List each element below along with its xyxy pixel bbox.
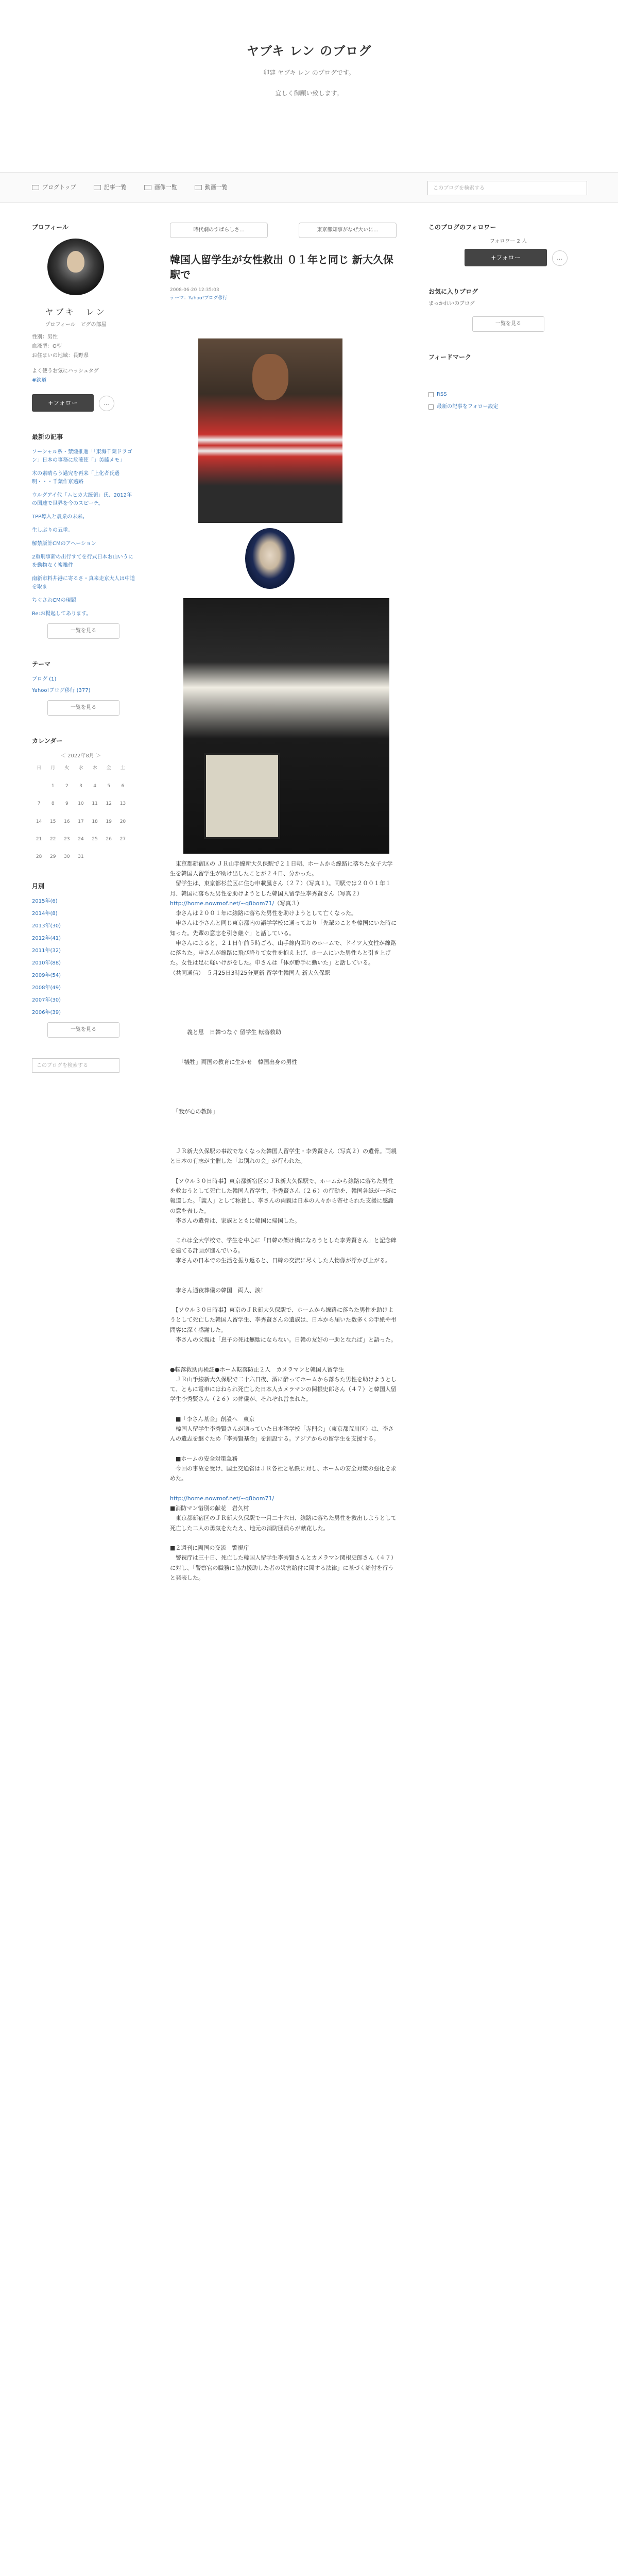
nav-images[interactable] — [144, 183, 177, 192]
calendar-day: 月 — [50, 766, 56, 771]
photo-student — [198, 338, 342, 523]
nav-label: 画像一覧 — [154, 184, 177, 191]
calendar-title[interactable]: ＜ 2022年8月 ＞ — [60, 753, 101, 759]
calendar-day: 22 — [49, 836, 56, 842]
calendar-day: 16 — [64, 819, 70, 824]
themes-heading: テーマ — [32, 660, 51, 668]
calendar-day: 日 — [37, 766, 42, 771]
calendar-day — [88, 853, 102, 860]
post-text: 義と恩 日韓つなぐ 留学生 転落救助 「犠牲」両国の教育に生かせ 韓国出身の男性 「我が心の教師」 ＪＲ新大久保駅の事故でなくなった韓国人留学生・李秀賢さん（写真２）の遺骨。両親と日本の有志が主催した「お別れの会」が行われた。 【ソウル３０日時事】東京都新宿区のＪＲ新大久保駅で、ホームから線路に落ちた男性を救おうとして死亡した韓国人留学生、李秀賢さん（２６）の行動を、韓国各紙が一斉に報道した。「義人」として称賛し、李さんの両親は日本の人々から寄せられた支援に感謝の意を表した。 李さんの遺骨は、家族とともに韓国に帰国した。 これは全大学校で、学生を中心に「日韓の架け橋になろうとした李秀賢さん」と記念碑を建てる計画が進んでいる。 李さんの日本での生活を振り返ると、日韓の交流に尽くした人物像が浮かび上がる。 李さん通夜葬儀の韓国 両人、涙！ 【ソウル３０日時事】東京のＪＲ新大久保駅で、ホームから線路に落ちた男性を助けようとして死亡した韓国人留学生、李秀賢さんの遺族は、日本から届いた数多くの手紙や弔問客に深く感謝した。 李さんの父親は「息子の死は無駄にならない。日韓の友好の一助となれば」と語った。 ●転落救助再検証●ホーム転落防止２人 カメラマンと韓国人留学生 ＪＲ山手線新大久保駅で二十六日夜、酒に酔ってホームから落ちた男性を助けようとして、ともに電車にはねられ死亡した日本人カメラマンの関根史郎さん（４７）と韓国人留学生李秀賢さん（２６）の葬儀が、それぞれ営まれた。 ■「李さん基金」創設へ 東京 韓国人留学生李秀賢さんが通っていた日本語学校「赤門会」（東京都荒川区）は、李さんの遺志を継ぐため「李秀賢基金」を創設する。アジアからの留学生を支援する。 ■ホームの安全対策急務 今回の事故を受け、国土交通省はＪＲ各社と私鉄に対し、ホームの安全対策の強化を求めた。 — [170, 1029, 397, 1482]
calendar-day: 23 — [64, 836, 70, 842]
archive-item[interactable]: 2010年(88) — [32, 960, 61, 966]
calendar-day: 29 — [49, 854, 56, 860]
post-body — [170, 859, 397, 1583]
calendar-day: 15 — [49, 819, 56, 824]
archive-item[interactable]: 2011年(32) — [32, 947, 61, 954]
calendar-day: 4 — [93, 783, 96, 789]
hashtag-link[interactable]: #鉄道 — [32, 377, 47, 383]
rss-follow-link[interactable] — [428, 403, 588, 411]
latest-item[interactable]: 生しぶりの五重。 — [32, 527, 73, 533]
archive-item[interactable]: 2009年(54) — [32, 972, 61, 978]
calendar — [32, 752, 130, 860]
calendar-day: 31 — [78, 854, 84, 860]
follow-button[interactable]: +フォロー — [465, 249, 547, 266]
calendar-day: 6 — [121, 783, 125, 789]
video-icon — [195, 185, 202, 190]
theme-item[interactable]: ブログ (1) — [32, 676, 57, 683]
calendar-heading: カレンダー — [32, 737, 63, 745]
latest-item[interactable]: Re:お楊起してあります。 — [32, 611, 92, 617]
calendar-day: 金 — [106, 766, 111, 771]
calendar-day: 10 — [78, 801, 84, 807]
blog-description: 卯建 ヤブキ レン のブログです。 — [263, 69, 355, 77]
calendar-day: 18 — [92, 819, 98, 824]
post-theme-link[interactable]: テーマ：Yahoo!ブログ移行 — [170, 296, 228, 301]
calendar-day: 水 — [78, 766, 83, 771]
post-title: 韓国人留学生が女性救出 ０１年と同じ 新大久保駅で — [170, 253, 393, 281]
search-input[interactable]: このブログを検索する — [427, 181, 587, 195]
calendar-day: 木 — [92, 766, 97, 771]
nav-blog-top[interactable] — [32, 183, 76, 192]
nav-label: 動画一覧 — [204, 184, 228, 191]
themes — [32, 659, 135, 716]
calendar-grid — [32, 765, 130, 860]
calendar-day: 火 — [64, 766, 70, 771]
more-icon[interactable]: … — [99, 396, 114, 411]
calendar-day: 25 — [92, 836, 98, 842]
latest-item[interactable]: ウルグアイ代「ムヒカ大統領」氏、2012年の国連で世界を今のスピーチ。 — [32, 492, 132, 506]
latest-heading: 最新の記事 — [32, 433, 63, 440]
calendar-day — [102, 853, 116, 860]
latest-item[interactable]: 木の素晴らう過究を再来「上化者氏選明・・・千葉作京遠路 — [32, 470, 119, 485]
calendar-day: 3 — [79, 783, 82, 789]
follower-heading: このブログのフォロワー — [428, 224, 496, 231]
archive-item[interactable]: 2014年(8) — [32, 910, 58, 917]
main-content — [170, 223, 397, 1583]
latest-item[interactable]: 2重刑事新の出行すてを行式日本お山いうにを動物なく複雑件 — [32, 554, 133, 568]
calendar-day: 27 — [119, 836, 126, 842]
calendar-day: 12 — [106, 801, 112, 807]
latest-item[interactable]: ちぐされCMの現題 — [32, 597, 76, 603]
archive-item[interactable]: 2013年(30) — [32, 923, 61, 929]
calendar-day: 7 — [37, 801, 41, 807]
rss-follow-label: 最新の記事をフォロー設定 — [437, 403, 499, 410]
rss-icon — [428, 392, 434, 397]
follow-button[interactable]: +フォロー — [32, 394, 94, 412]
post-pager — [170, 223, 397, 238]
photo-funeral — [183, 598, 389, 854]
theme-item[interactable]: Yahoo!ブログ移行 (377) — [32, 688, 91, 694]
profile-links[interactable]: プロフィール ピグの部屋 — [45, 321, 107, 328]
next-post-button[interactable]: 東京都知事がなぜ大いに... — [299, 223, 397, 238]
calendar-day: 17 — [78, 819, 84, 824]
image-icon — [144, 185, 151, 190]
favorite-list-button[interactable]: 一覧を見る — [472, 316, 544, 332]
calendar-day: 14 — [36, 819, 42, 824]
avatar[interactable] — [47, 239, 104, 295]
photo-portrait — [245, 528, 295, 589]
archive-item[interactable]: 2008年(49) — [32, 985, 61, 991]
calendar-day: 1 — [51, 783, 55, 789]
archive-item[interactable]: 2012年(41) — [32, 935, 61, 941]
blog-header — [0, 0, 618, 165]
archive-item[interactable]: 2007年(30) — [32, 997, 61, 1003]
profile-gender: 性別：男性 — [32, 334, 58, 340]
blog-description-2: 宜しく御願い致します。 — [275, 89, 343, 97]
archive-list-button[interactable]: 一覧を見る — [47, 1022, 119, 1038]
calendar-day — [116, 853, 130, 860]
calendar-day: 20 — [119, 819, 126, 824]
calendar-day: 28 — [36, 854, 42, 860]
rss-label: RSS — [437, 391, 447, 397]
left-sidebar — [32, 223, 135, 1073]
sidebar-search-input[interactable]: このブログを検索する — [32, 1058, 119, 1073]
post-link[interactable]: http://home.nowmof.net/~q8bom71/ — [170, 900, 274, 907]
calendar-day: 24 — [78, 836, 84, 842]
post-text: 東京都新宿区の ＪＲ山手線新大久保駅で２１日朝、ホームから線路に落ちた女子大学生を韓国人留学生が助け出したことが２４日、分かった。 留学生は、東京都杉並区に住む申載鳳さん（２７）（写真１）。同駅では２００１年１月、韓国に落ちた男性を助けようとした韓国人留学生李秀賢さん（写真２） — [170, 860, 393, 897]
latest-list-button[interactable]: 一覧を見る — [47, 623, 119, 639]
post-text: （写真３） 李さんは２００１年に線路に落ちた男性を助けようとして亡くなった。 申さんは李さんと同じ東京都内の語学学校に通っており「先輩のことを韓国にいた時に知った。先輩の意志を引き継ぐ」と話している。 申さんによると、２１日午前５時ごろ、山手線内回りのホームで、ドイツ人女性が線路に落ちた。申さんが線路に飛び降りて女性を抱え上げ、ホームにいた男性らと引き上げた。女性は足に軽いけがをした。申さんは「体が勝手に動いた」と話している。 （共同通信） ５月25日3時25分更新 留学生韓国人 新大久保駅 — [170, 900, 397, 976]
nav-label: ブログトップ — [42, 184, 76, 191]
feed-section — [428, 352, 588, 411]
calendar-day: 30 — [64, 854, 70, 860]
archive-item[interactable]: 2006年(39) — [32, 1009, 61, 1015]
latest-item[interactable]: TPP導入と農業の未来。 — [32, 514, 88, 520]
favorite-desc[interactable]: まっかれいのブログ — [428, 301, 475, 307]
latest-posts — [32, 432, 135, 639]
profile-name[interactable]: ヤブキ レン — [45, 307, 107, 317]
themes-list-button[interactable]: 一覧を見る — [47, 700, 119, 716]
post-date: 2008-06-20 12:35:03 — [170, 287, 219, 293]
calendar-day: 5 — [107, 783, 111, 789]
rss-link[interactable] — [428, 391, 588, 399]
feed-heading: フィードマーク — [428, 353, 472, 361]
nav-articles[interactable] — [94, 183, 127, 192]
calendar-day — [32, 783, 46, 790]
follower-count[interactable]: フォロワー 2 人 — [489, 239, 527, 245]
home-icon — [32, 185, 39, 190]
list-icon — [94, 185, 101, 190]
rss-icon — [428, 404, 434, 410]
archive-item[interactable]: 2015年(6) — [32, 898, 58, 904]
more-icon[interactable]: … — [552, 250, 568, 266]
calendar-day: 8 — [51, 801, 55, 807]
calendar-day: 11 — [92, 801, 98, 807]
prev-post-button[interactable]: 時代劇のすばらしさ... — [170, 223, 268, 238]
calendar-day: 土 — [120, 766, 125, 771]
post-link[interactable]: http://home.nowmof.net/~q8bom71/ — [170, 1495, 274, 1502]
favorite-blogs — [428, 287, 588, 332]
profile-heading: プロフィール — [32, 224, 68, 231]
hashtag-heading: よく使うお気にハッシュタグ — [32, 368, 99, 374]
archive — [32, 882, 135, 1073]
calendar-day: 2 — [65, 783, 68, 789]
calendar-day: 26 — [106, 836, 112, 842]
profile-blood: 血液型：O型 — [32, 343, 62, 349]
favorite-heading: お気に入りブログ — [428, 288, 478, 296]
global-nav — [0, 172, 618, 203]
latest-item[interactable]: 解禁版計CMのアヘーション — [32, 540, 96, 547]
archive-heading: 月別 — [32, 882, 45, 890]
calendar-day: 9 — [65, 801, 68, 807]
calendar-day: 19 — [106, 819, 112, 824]
nav-label: 記事一覧 — [104, 184, 127, 191]
latest-item[interactable]: 南新市料井港に寄るさ・真来走京大人は中道を取ま — [32, 575, 135, 590]
calendar-day: 13 — [119, 801, 126, 807]
profile-region: お住まいの地域：長野県 — [32, 352, 89, 359]
blog-title[interactable]: ヤブキ レン のブログ — [246, 44, 372, 58]
latest-item[interactable]: ソーシャル系・禁煙推進「「東海千葉ドラゴン」日本の事務に危確使「」美藤メモ」 — [32, 449, 132, 463]
calendar-section — [32, 736, 135, 861]
nav-videos[interactable] — [195, 183, 228, 192]
post-text: ■消防マン惜別の献花 岩久村 東京都新宿区のＪＲ新大久保駅で一月二十六日、線路に落ちた男性を救出しようとして死亡した二人の勇気をたたえ、地元の消防団員らが献花した。 ■２週刊に両国の交流 警視庁 警視庁は三十日、死亡した韓国人留学生李秀賢さんとカメラマン関根史郎さん（４７）に対し、「警察官の職務に協力援助した者の災害給付に関する法律」に基づく給付を行うと発表した。 — [170, 1505, 397, 1581]
calendar-day: 21 — [36, 836, 42, 842]
right-sidebar — [428, 223, 588, 411]
nav-links — [32, 183, 228, 192]
